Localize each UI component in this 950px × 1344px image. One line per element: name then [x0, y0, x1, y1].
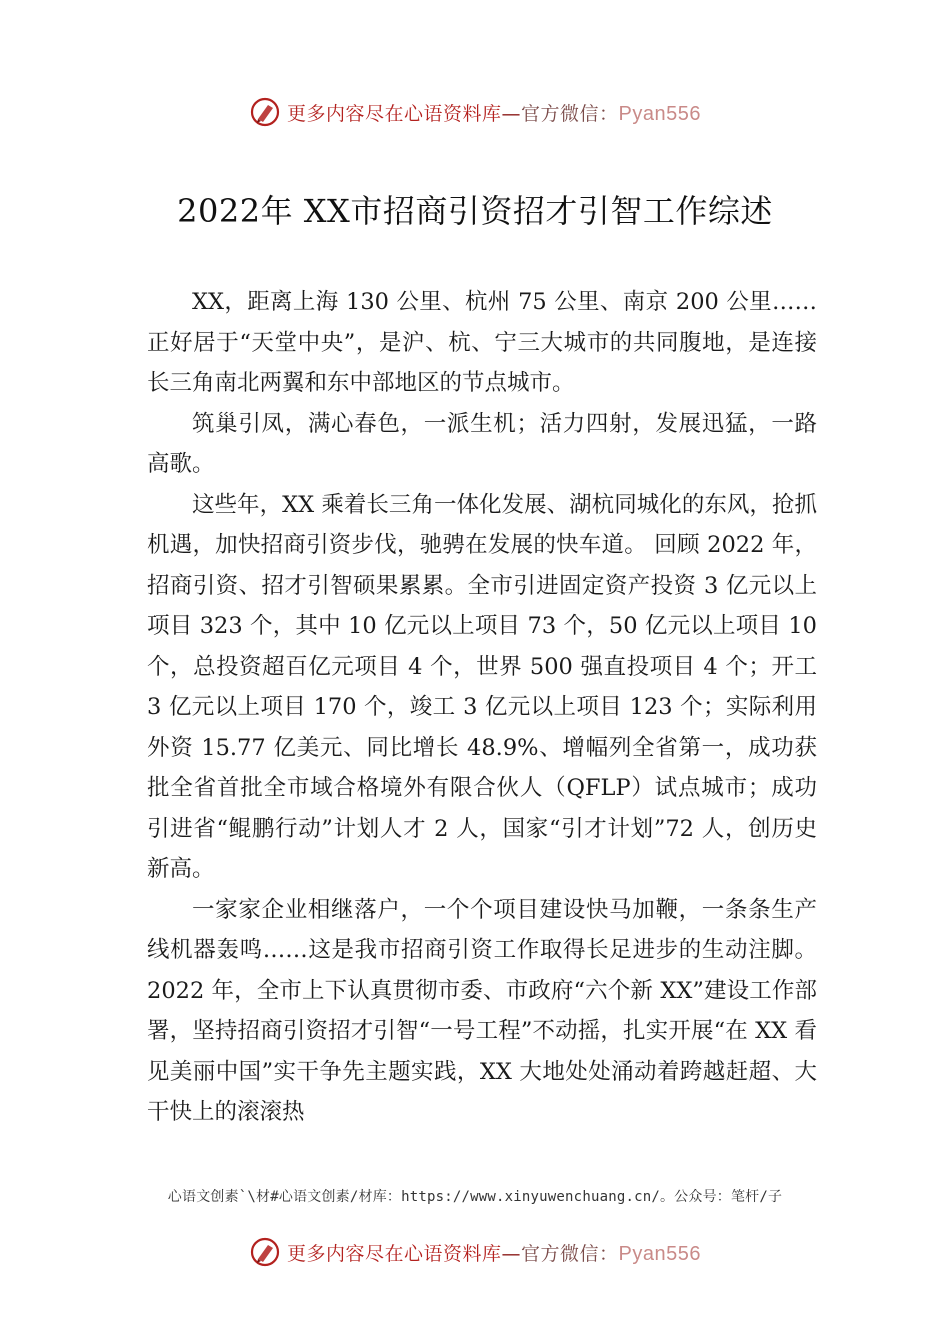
paragraph: 筑巢引凤，满心春色，一派生机；活力四射，发展迅猛，一路高歌。 [147, 410, 817, 477]
pen-nib-logo-icon [249, 96, 281, 128]
banner-text [287, 1239, 701, 1266]
banner-wechat-id: Pyan556 [618, 102, 701, 125]
header-watermark-banner [0, 92, 950, 132]
banner-wechat-label: 官方微信： [521, 102, 619, 125]
paragraph: 这些年，XX 乘着长三角一体化发展、湖杭同城化的东风，抢抓机遇，加快招商引资步伐，驰骋在发展的快车道。 回顾 2022 年，招商引资、招才引智硕果累累。全市引进固定资产投资 3 亿元以上项目 323 个，其中 10 亿元以上项目 73 个，50 亿元以上项目 10 个，总投资超百亿元项目 4 个，世界 500 强直投项目 4 个；开工 3 亿元以上项目 170 个，竣工 3 亿元以上项目 123 个；实际利用外资 15.77 亿美元、同比增长 48.9%、增幅列全省第一，成功获批全省首批全市域合格境外有限合伙人（QFLP）试点城市；成功引进省“鲲鹏行动”计划人才 2 人，国家“引才计划”72 人，创历史新高。 [147, 491, 817, 882]
banner-wechat-id: Pyan556 [618, 1242, 701, 1265]
document-body [147, 282, 817, 1133]
document-title: 2022年 XX市招商引资招才引智工作综述 [177, 192, 773, 230]
banner-dash: — [501, 1242, 522, 1265]
banner-dash: — [501, 102, 522, 125]
banner-main-text: 更多内容尽在心语资料库 [287, 1242, 502, 1265]
footer-watermark-banner [0, 1232, 950, 1272]
footer-source-note: 心语文创素`\材#心语文创素/材库：https://www.xinyuwenchuang.cn/。公众号：笔杆/子 [167, 1189, 783, 1205]
pen-nib-logo-icon [249, 1236, 281, 1268]
banner-main-text: 更多内容尽在心语资料库 [287, 102, 502, 125]
banner-wechat-label: 官方微信： [521, 1242, 619, 1265]
banner-text [287, 99, 701, 126]
paragraph: 一家家企业相继落户，一个个项目建设快马加鞭，一条条生产线机器轰鸣……这是我市招商引资工作取得长足进步的生动注脚。2022 年，全市上下认真贯彻市委、市政府“六个新 XX”建设工作部署，坚持招商引资招才引智“一号工程”不动摇，扎实开展“在 XX 看见美丽中国”实干争先主题实践，XX 大地处处涌动着跨越赶超、大干快上的滚滚热 [147, 896, 817, 1125]
paragraph: XX，距离上海 130 公里、杭州 75 公里、南京 200 公里……正好居于“天堂中央”，是沪、杭、宁三大城市的共同腹地，是连接长三角南北两翼和东中部地区的节点城市。 [147, 289, 817, 396]
